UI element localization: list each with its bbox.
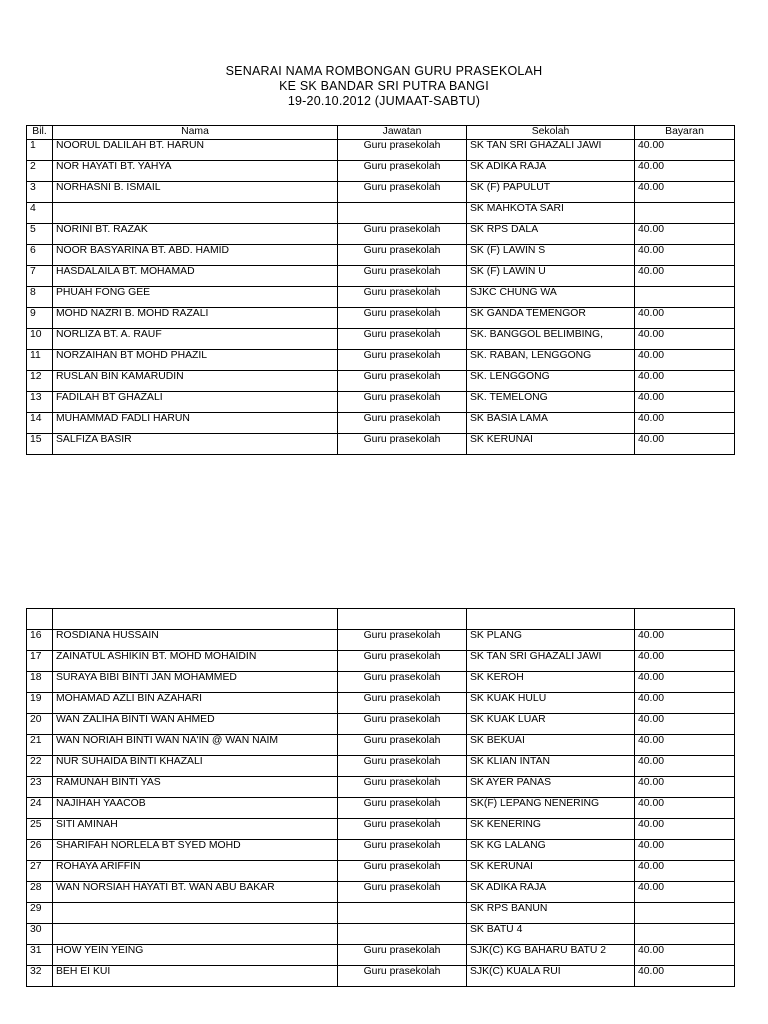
cell-bayaran: 40.00 [635,798,735,819]
cell-bil: 6 [27,245,53,266]
cell-jawatan: Guru prasekolah [338,308,467,329]
cell-nama: NAJIHAH YAACOB [53,798,338,819]
table-row [27,182,735,203]
cell-nama: RAMUNAH BINTI YAS [53,777,338,798]
cell-sekolah: SK KERUNAI [467,434,635,455]
cell-nama: NOOR BASYARINA BT. ABD. HAMID [53,245,338,266]
cell-bil: 3 [27,182,53,203]
table-row [27,651,735,672]
document-title [0,64,768,109]
header-bayaran: Bayaran [635,126,735,140]
table-row [27,161,735,182]
cell-nama: NOR HAYATI BT. YAHYA [53,161,338,182]
cell-bil: 13 [27,392,53,413]
table-row [27,392,735,413]
cell-bayaran [635,287,735,308]
cell-bil: 16 [27,630,53,651]
cell-sekolah: SK. BANGGOL BELIMBING, [467,329,635,350]
cell-bil: 24 [27,798,53,819]
cell-jawatan: Guru prasekolah [338,266,467,287]
table-row [27,224,735,245]
cell-sekolah: SJK(C) KUALA RUI [467,966,635,987]
cell-jawatan: Guru prasekolah [338,329,467,350]
table-row [27,735,735,756]
cell-sekolah: SK KENERING [467,819,635,840]
table-row [27,329,735,350]
cell-jawatan: Guru prasekolah [338,371,467,392]
cell-jawatan: Guru prasekolah [338,140,467,161]
cell-nama: ROHAYA ARIFFIN [53,861,338,882]
cell-sekolah: SK. LENGGONG [467,371,635,392]
cell-bayaran: 40.00 [635,350,735,371]
cell-jawatan: Guru prasekolah [338,966,467,987]
cell-bayaran: 40.00 [635,630,735,651]
cell-nama: MOHD NAZRI B. MOHD RAZALI [53,308,338,329]
cell-nama: NORLIZA BT. A. RAUF [53,329,338,350]
cell-bayaran: 40.00 [635,966,735,987]
cell-bil: 18 [27,672,53,693]
cell-bil: 11 [27,350,53,371]
cell-jawatan: Guru prasekolah [338,840,467,861]
cell-bil: 21 [27,735,53,756]
blank-header-cell [467,609,635,630]
cell-nama: NOORUL DALILAH BT. HARUN [53,140,338,161]
cell-bayaran: 40.00 [635,672,735,693]
cell-jawatan [338,903,467,924]
table-row [27,882,735,903]
cell-bayaran: 40.00 [635,434,735,455]
cell-nama: WAN ZALIHA BINTI WAN AHMED [53,714,338,735]
cell-sekolah: SK KERUNAI [467,861,635,882]
cell-bayaran: 40.00 [635,329,735,350]
cell-bil: 17 [27,651,53,672]
cell-nama: MOHAMAD AZLI BIN AZAHARI [53,693,338,714]
cell-sekolah: SK KUAK HULU [467,693,635,714]
cell-nama: SALFIZA BASIR [53,434,338,455]
cell-bayaran: 40.00 [635,651,735,672]
cell-bil: 31 [27,945,53,966]
cell-bayaran: 40.00 [635,413,735,434]
table-row [27,777,735,798]
table-row [27,861,735,882]
cell-bil: 8 [27,287,53,308]
table-row [27,245,735,266]
cell-bayaran: 40.00 [635,140,735,161]
cell-nama: BEH EI KUI [53,966,338,987]
cell-bayaran: 40.00 [635,819,735,840]
table-row [27,945,735,966]
cell-bayaran: 40.00 [635,756,735,777]
blank-header-cell [635,609,735,630]
cell-jawatan: Guru prasekolah [338,819,467,840]
cell-jawatan: Guru prasekolah [338,245,467,266]
cell-sekolah: SK ADIKA RAJA [467,161,635,182]
cell-bil: 4 [27,203,53,224]
table-row [27,266,735,287]
cell-nama: NUR SUHAIDA BINTI KHAZALI [53,756,338,777]
cell-bayaran: 40.00 [635,777,735,798]
blank-header-cell [27,609,53,630]
cell-nama: WAN NORIAH BINTI WAN NA'IN @ WAN NAIM [53,735,338,756]
table-row [27,308,735,329]
cell-bayaran: 40.00 [635,714,735,735]
table-row [27,840,735,861]
cell-sekolah: SK (F) PAPULUT [467,182,635,203]
cell-bayaran: 40.00 [635,840,735,861]
cell-sekolah: SK. RABAN, LENGGONG [467,350,635,371]
cell-bil: 32 [27,966,53,987]
header-nama: Nama [53,126,338,140]
cell-nama: MUHAMMAD FADLI HARUN [53,413,338,434]
table-row [27,672,735,693]
cell-jawatan: Guru prasekolah [338,861,467,882]
table-blank-header-row [27,609,735,630]
table-row [27,819,735,840]
cell-sekolah: SJKC CHUNG WA [467,287,635,308]
cell-bil: 5 [27,224,53,245]
cell-bil: 1 [27,140,53,161]
header-sekolah: Sekolah [467,126,635,140]
cell-bil: 25 [27,819,53,840]
cell-jawatan: Guru prasekolah [338,392,467,413]
table-body-1 [27,140,735,455]
cell-nama: ROSDIANA HUSSAIN [53,630,338,651]
cell-nama: SHARIFAH NORLELA BT SYED MOHD [53,840,338,861]
cell-bil: 2 [27,161,53,182]
cell-bil: 12 [27,371,53,392]
cell-bil: 19 [27,693,53,714]
table-row [27,434,735,455]
cell-sekolah: SK RPS BANUN [467,903,635,924]
cell-jawatan: Guru prasekolah [338,630,467,651]
cell-sekolah: SK RPS DALA [467,224,635,245]
cell-sekolah: SK KEROH [467,672,635,693]
cell-jawatan: Guru prasekolah [338,693,467,714]
cell-bil: 14 [27,413,53,434]
header-bil: Bil. [27,126,53,140]
cell-bayaran: 40.00 [635,161,735,182]
cell-bil: 20 [27,714,53,735]
cell-nama [53,903,338,924]
cell-bil: 9 [27,308,53,329]
teacher-list-table-1 [26,125,735,455]
cell-sekolah: SK (F) LAWIN S [467,245,635,266]
cell-bil: 7 [27,266,53,287]
blank-header-cell [53,609,338,630]
cell-bil: 15 [27,434,53,455]
cell-jawatan [338,203,467,224]
cell-bil: 10 [27,329,53,350]
table-row [27,413,735,434]
blank-header-cell [338,609,467,630]
cell-bil: 30 [27,924,53,945]
cell-nama [53,203,338,224]
cell-bayaran: 40.00 [635,861,735,882]
cell-sekolah: SK BEKUAI [467,735,635,756]
cell-jawatan: Guru prasekolah [338,287,467,308]
cell-sekolah: SK PLANG [467,630,635,651]
cell-sekolah: SK KLIAN INTAN [467,756,635,777]
table-row [27,924,735,945]
cell-nama: ZAINATUL ASHIKIN BT. MOHD MOHAIDIN [53,651,338,672]
table-row [27,287,735,308]
cell-bil: 27 [27,861,53,882]
cell-bayaran: 40.00 [635,308,735,329]
header-jawatan: Jawatan [338,126,467,140]
title-line-3: 19-20.10.2012 (JUMAAT-SABTU) [287,94,481,108]
table-row [27,140,735,161]
cell-bayaran: 40.00 [635,693,735,714]
cell-bayaran [635,903,735,924]
cell-jawatan: Guru prasekolah [338,350,467,371]
table-body-2 [27,630,735,987]
cell-jawatan: Guru prasekolah [338,735,467,756]
cell-bil: 26 [27,840,53,861]
cell-sekolah: SK BATU 4 [467,924,635,945]
cell-nama: SITI AMINAH [53,819,338,840]
cell-jawatan [338,924,467,945]
cell-bil: 28 [27,882,53,903]
cell-bayaran [635,203,735,224]
cell-nama [53,924,338,945]
cell-bayaran [635,924,735,945]
cell-bayaran: 40.00 [635,882,735,903]
cell-jawatan: Guru prasekolah [338,777,467,798]
table-header-row [27,126,735,140]
cell-sekolah: SK GANDA TEMENGOR [467,308,635,329]
cell-sekolah: SK (F) LAWIN U [467,266,635,287]
title-line-2: KE SK BANDAR SRI PUTRA BANGI [279,79,489,93]
cell-nama: HASDALAILA BT. MOHAMAD [53,266,338,287]
cell-sekolah: SK. TEMELONG [467,392,635,413]
cell-bayaran: 40.00 [635,735,735,756]
cell-sekolah: SK KUAK LUAR [467,714,635,735]
cell-jawatan: Guru prasekolah [338,182,467,203]
cell-sekolah: SK(F) LEPANG NENERING [467,798,635,819]
cell-jawatan: Guru prasekolah [338,224,467,245]
cell-nama: SURAYA BIBI BINTI JAN MOHAMMED [53,672,338,693]
cell-jawatan: Guru prasekolah [338,651,467,672]
cell-sekolah: SK MAHKOTA SARI [467,203,635,224]
title-line-1: SENARAI NAMA ROMBONGAN GURU PRASEKOLAH [225,64,543,78]
cell-bil: 29 [27,903,53,924]
cell-bil: 23 [27,777,53,798]
table-row [27,966,735,987]
cell-sekolah: SK ADIKA RAJA [467,882,635,903]
cell-jawatan: Guru prasekolah [338,756,467,777]
cell-bayaran: 40.00 [635,392,735,413]
cell-sekolah: SJK(C) KG BAHARU BATU 2 [467,945,635,966]
cell-sekolah: SK TAN SRI GHAZALI JAWI [467,140,635,161]
cell-jawatan: Guru prasekolah [338,413,467,434]
cell-nama: FADILAH BT GHAZALI [53,392,338,413]
table-row [27,714,735,735]
table-row [27,798,735,819]
table-row [27,371,735,392]
table-row [27,630,735,651]
cell-sekolah: SK AYER PANAS [467,777,635,798]
cell-jawatan: Guru prasekolah [338,714,467,735]
cell-nama: HOW YEIN YEING [53,945,338,966]
table-row [27,756,735,777]
cell-bil: 22 [27,756,53,777]
cell-jawatan: Guru prasekolah [338,945,467,966]
cell-sekolah: SK BASIA LAMA [467,413,635,434]
cell-nama: RUSLAN BIN KAMARUDIN [53,371,338,392]
cell-bayaran: 40.00 [635,245,735,266]
table-row [27,350,735,371]
cell-jawatan: Guru prasekolah [338,672,467,693]
cell-nama: PHUAH FONG GEE [53,287,338,308]
teacher-list-table-2 [26,608,735,987]
cell-nama: NORZAIHAN BT MOHD PHAZIL [53,350,338,371]
cell-jawatan: Guru prasekolah [338,882,467,903]
cell-nama: NORHASNI B. ISMAIL [53,182,338,203]
cell-sekolah: SK KG LALANG [467,840,635,861]
cell-nama: NORINI BT. RAZAK [53,224,338,245]
cell-nama: WAN NORSIAH HAYATI BT. WAN ABU BAKAR [53,882,338,903]
cell-bayaran: 40.00 [635,182,735,203]
cell-bayaran: 40.00 [635,945,735,966]
cell-bayaran: 40.00 [635,266,735,287]
table-row [27,903,735,924]
table-row [27,203,735,224]
cell-jawatan: Guru prasekolah [338,161,467,182]
cell-bayaran: 40.00 [635,371,735,392]
cell-bayaran: 40.00 [635,224,735,245]
table-row [27,693,735,714]
cell-jawatan: Guru prasekolah [338,798,467,819]
cell-sekolah: SK TAN SRI GHAZALI JAWI [467,651,635,672]
cell-jawatan: Guru prasekolah [338,434,467,455]
